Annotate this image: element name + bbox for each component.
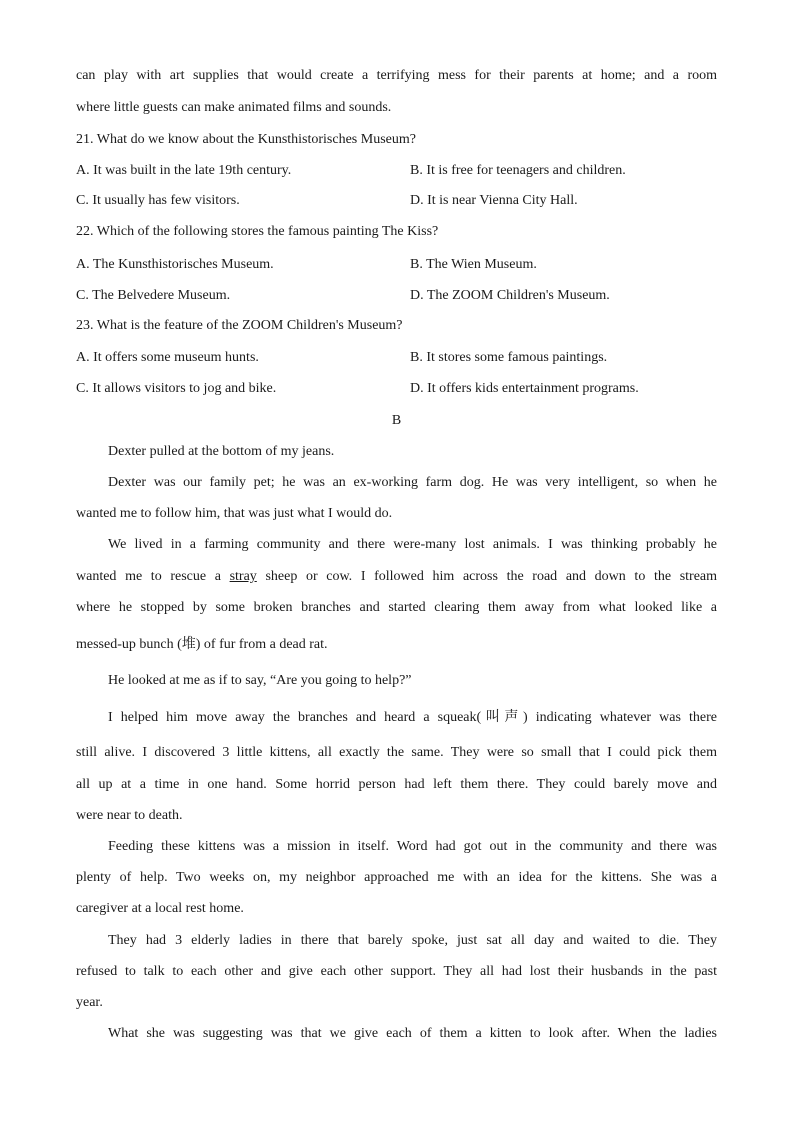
option-22-b[interactable]: B. The Wien Museum. xyxy=(410,257,537,272)
paragraph-6-line-1: Feeding these kittens was a mission in itself. Word had got out in the community and there was xyxy=(108,839,717,854)
question-21-options-row-2 xyxy=(76,192,717,210)
question-23-options-row-2 xyxy=(76,380,717,398)
paragraph-3-line-4: messed-up bunch (堆) of fur from a dead rat. xyxy=(76,637,328,652)
question-22-stem: 22. Which of the following stores the famous painting The Kiss? xyxy=(76,224,439,239)
question-23-options-row-1 xyxy=(76,349,717,367)
option-23-a[interactable]: A. It offers some museum hunts. xyxy=(76,350,259,365)
question-21-options-row-1 xyxy=(76,162,717,180)
paragraph-3-line-2 xyxy=(76,568,717,586)
paragraph-6-line-3: caregiver at a local rest home. xyxy=(76,901,244,916)
option-23-b[interactable]: B. It stores some famous paintings. xyxy=(410,350,608,365)
paragraph-5-line-4: were near to death. xyxy=(76,808,183,823)
question-22-options-row-1 xyxy=(76,256,717,274)
paragraph-2-line-1: Dexter was our family pet; he was an ex-working farm dog. He was very intelligent, so when he xyxy=(108,475,717,490)
paragraph-3-text-after: sheep or cow. I followed him across the road and down to the stream xyxy=(265,569,718,584)
intro-line-2: where little guests can make animated films and sounds. xyxy=(76,100,392,115)
paragraph-6-line-2: plenty of help. Two weeks on, my neighbor approached me with an idea for the kittens. She was a xyxy=(76,870,717,885)
underlined-word-stray: stray xyxy=(229,569,257,584)
question-21-stem: 21. What do we know about the Kunsthistorisches Museum? xyxy=(76,132,416,147)
paragraph-1: Dexter pulled at the bottom of my jeans. xyxy=(108,444,335,459)
option-21-c[interactable]: C. It usually has few visitors. xyxy=(76,193,240,208)
paragraph-7-line-1: They had 3 elderly ladies in there that barely spoke, just sat all day and waited to die. They xyxy=(108,933,717,948)
paragraph-3-line-1: We lived in a farming community and there were-many lost animals. I was thinking probably he xyxy=(108,537,717,552)
option-21-d[interactable]: D. It is near Vienna City Hall. xyxy=(410,193,578,208)
option-23-c[interactable]: C. It allows visitors to jog and bike. xyxy=(76,381,277,396)
paragraph-4: He looked at me as if to say, “Are you going to help?” xyxy=(108,673,412,688)
option-22-d[interactable]: D. The ZOOM Children's Museum. xyxy=(410,288,610,303)
paragraph-3-line-3: where he stopped by some broken branches and started clearing them away from what looked like a xyxy=(76,600,717,615)
paragraph-5-line-2: still alive. I discovered 3 little kittens, all exactly the same. They were so small that I could pick them xyxy=(76,745,717,760)
option-21-b[interactable]: B. It is free for teenagers and children. xyxy=(410,163,626,178)
option-22-c[interactable]: C. The Belvedere Museum. xyxy=(76,288,231,303)
intro-line-1: can play with art supplies that would create a terrifying mess for their parents at home; and a room xyxy=(76,68,717,83)
question-23-stem: 23. What is the feature of the ZOOM Children's Museum? xyxy=(76,318,403,333)
paragraph-7-line-2: refused to talk to each other and give each other support. They all had lost their husbands in the past xyxy=(76,964,717,979)
option-23-d[interactable]: D. It offers kids entertainment programs. xyxy=(410,381,639,396)
option-21-a[interactable]: A. It was built in the late 19th century. xyxy=(76,163,292,178)
paragraph-5-line-1: I helped him move away the branches and heard a squeak(叫声) indicating whatever was there xyxy=(108,710,717,725)
paragraph-5-line-3: all up at a time in one hand. Some horrid person had left them there. They could barely move and xyxy=(76,777,717,792)
section-heading: B xyxy=(391,413,402,428)
option-22-a[interactable]: A. The Kunsthistorisches Museum. xyxy=(76,257,274,272)
paragraph-7-line-3: year. xyxy=(76,995,103,1010)
paragraph-3-text-before: wanted me to rescue a xyxy=(76,569,221,584)
question-22-options-row-2 xyxy=(76,287,717,305)
paragraph-8-line-1: What she was suggesting was that we give each of them a kitten to look after. When the ladies xyxy=(108,1026,717,1041)
paragraph-2-line-2: wanted me to follow him, that was just what I would do. xyxy=(76,506,393,521)
